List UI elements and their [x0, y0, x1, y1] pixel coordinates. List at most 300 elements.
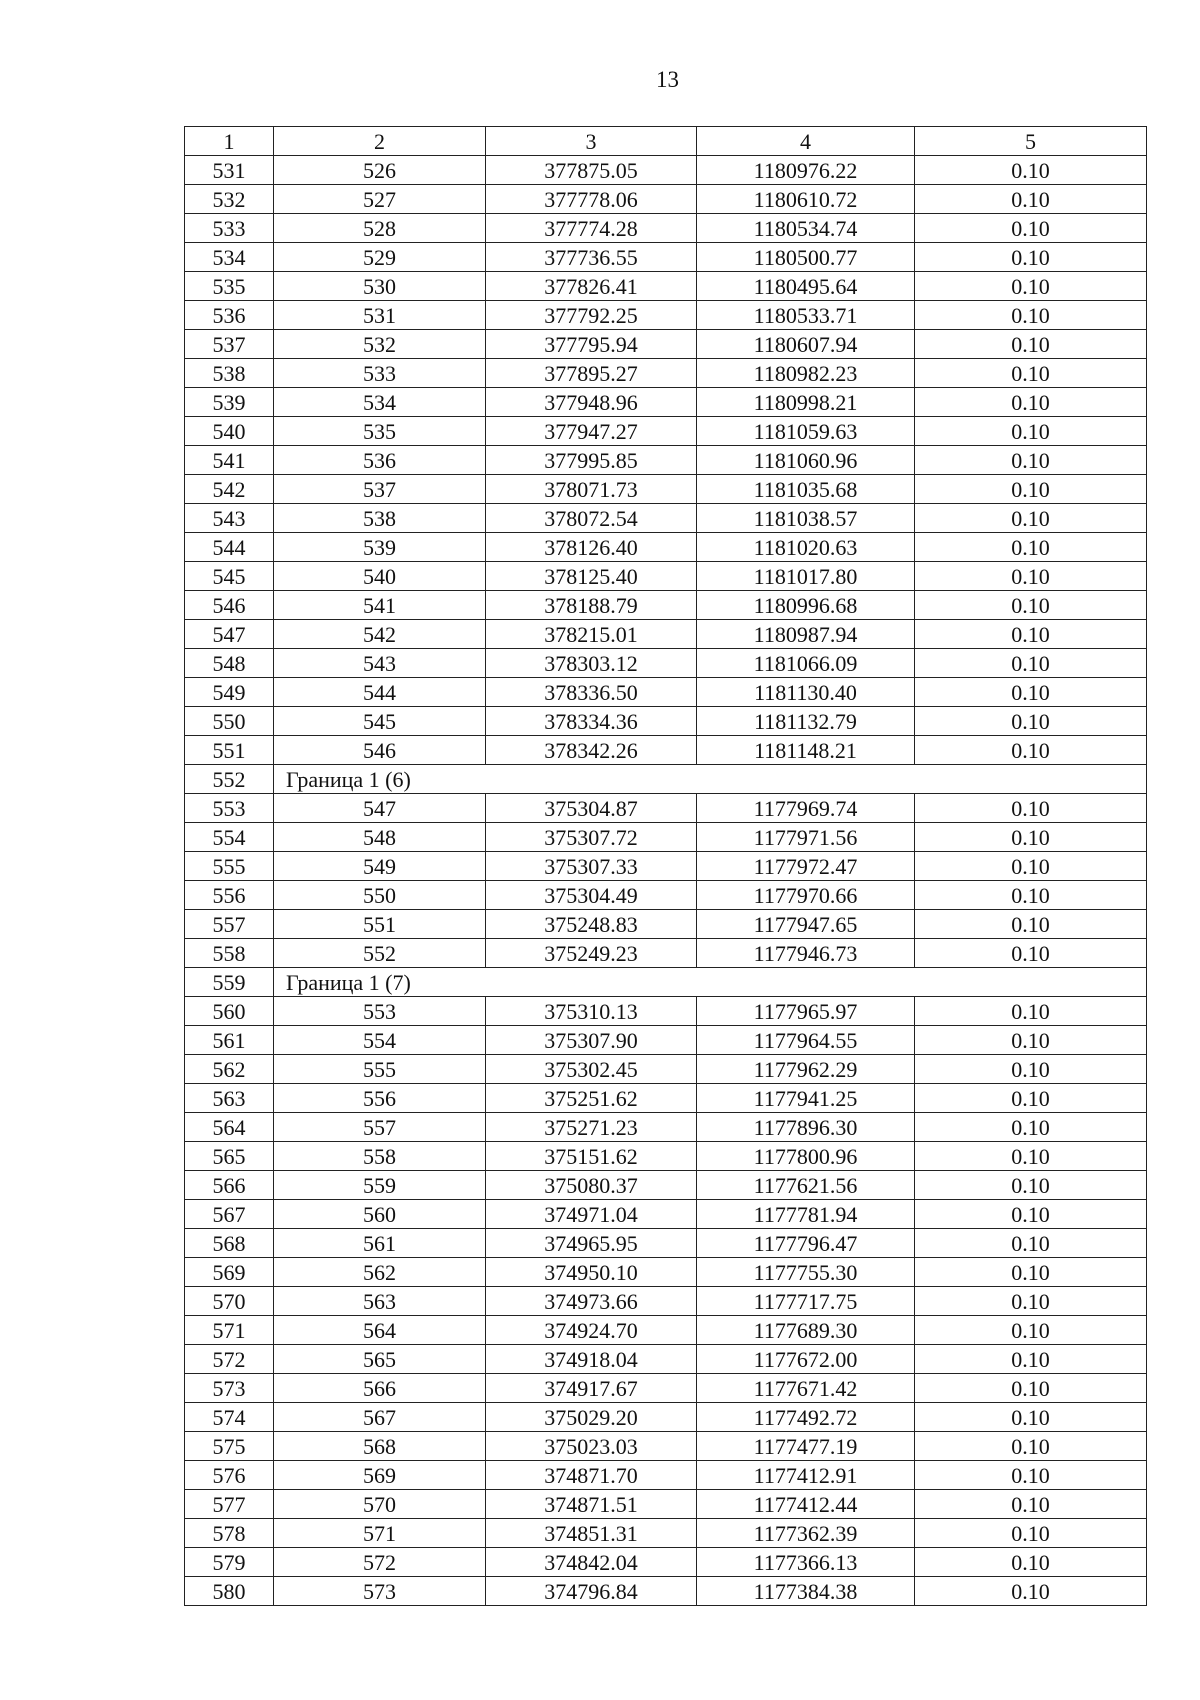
y-coordinate-cell: 1177962.29 — [697, 1055, 915, 1084]
y-coordinate-cell: 1180534.74 — [697, 214, 915, 243]
x-coordinate-cell: 375248.83 — [486, 910, 697, 939]
row-number-cell: 545 — [185, 562, 274, 591]
precision-cell: 0.10 — [915, 330, 1147, 359]
table-row — [185, 997, 1147, 1026]
table-row — [185, 1113, 1147, 1142]
row-number-cell: 534 — [185, 243, 274, 272]
x-coordinate-cell: 378071.73 — [486, 475, 697, 504]
table-row — [185, 649, 1147, 678]
table-row — [185, 1577, 1147, 1606]
precision-cell: 0.10 — [915, 504, 1147, 533]
precision-cell: 0.10 — [915, 156, 1147, 185]
point-number-cell: 542 — [274, 620, 486, 649]
row-number-cell: 541 — [185, 446, 274, 475]
y-coordinate-cell: 1181059.63 — [697, 417, 915, 446]
point-number-cell: 526 — [274, 156, 486, 185]
x-coordinate-cell: 378334.36 — [486, 707, 697, 736]
x-coordinate-cell: 375307.72 — [486, 823, 697, 852]
row-number-cell: 567 — [185, 1200, 274, 1229]
precision-cell: 0.10 — [915, 852, 1147, 881]
precision-cell: 0.10 — [915, 1461, 1147, 1490]
row-number-cell: 533 — [185, 214, 274, 243]
y-coordinate-cell: 1180533.71 — [697, 301, 915, 330]
point-number-cell: 562 — [274, 1258, 486, 1287]
row-number-cell: 550 — [185, 707, 274, 736]
row-number-cell: 553 — [185, 794, 274, 823]
column-header: 4 — [697, 127, 915, 156]
row-number-cell: 544 — [185, 533, 274, 562]
table-row — [185, 388, 1147, 417]
table-row — [185, 1403, 1147, 1432]
point-number-cell: 569 — [274, 1461, 486, 1490]
x-coordinate-cell: 377995.85 — [486, 446, 697, 475]
table-row — [185, 1316, 1147, 1345]
y-coordinate-cell: 1177689.30 — [697, 1316, 915, 1345]
row-number-cell: 580 — [185, 1577, 274, 1606]
precision-cell: 0.10 — [915, 736, 1147, 765]
y-coordinate-cell: 1181020.63 — [697, 533, 915, 562]
precision-cell: 0.10 — [915, 591, 1147, 620]
table-row — [185, 620, 1147, 649]
precision-cell: 0.10 — [915, 997, 1147, 1026]
table-row — [185, 736, 1147, 765]
table-row — [185, 1142, 1147, 1171]
row-number-cell: 536 — [185, 301, 274, 330]
point-number-cell: 551 — [274, 910, 486, 939]
point-number-cell: 545 — [274, 707, 486, 736]
table-row — [185, 1229, 1147, 1258]
y-coordinate-cell: 1177492.72 — [697, 1403, 915, 1432]
x-coordinate-cell: 377792.25 — [486, 301, 697, 330]
row-number-cell: 551 — [185, 736, 274, 765]
y-coordinate-cell: 1177781.94 — [697, 1200, 915, 1229]
y-coordinate-cell: 1180976.22 — [697, 156, 915, 185]
x-coordinate-cell: 375251.62 — [486, 1084, 697, 1113]
point-number-cell: 571 — [274, 1519, 486, 1548]
point-number-cell: 552 — [274, 939, 486, 968]
y-coordinate-cell: 1177972.47 — [697, 852, 915, 881]
precision-cell: 0.10 — [915, 910, 1147, 939]
precision-cell: 0.10 — [915, 1432, 1147, 1461]
row-number-cell: 535 — [185, 272, 274, 301]
point-number-cell: 547 — [274, 794, 486, 823]
precision-cell: 0.10 — [915, 649, 1147, 678]
row-number-cell: 562 — [185, 1055, 274, 1084]
point-number-cell: 560 — [274, 1200, 486, 1229]
table-row — [185, 707, 1147, 736]
precision-cell: 0.10 — [915, 1026, 1147, 1055]
precision-cell: 0.10 — [915, 881, 1147, 910]
section-label-cell: Граница 1 (7) — [274, 968, 1147, 997]
point-number-cell: 544 — [274, 678, 486, 707]
table-row — [185, 794, 1147, 823]
y-coordinate-cell: 1177671.42 — [697, 1374, 915, 1403]
point-number-cell: 566 — [274, 1374, 486, 1403]
x-coordinate-cell: 374842.04 — [486, 1548, 697, 1577]
table-row — [185, 1026, 1147, 1055]
x-coordinate-cell: 375029.20 — [486, 1403, 697, 1432]
y-coordinate-cell: 1177755.30 — [697, 1258, 915, 1287]
point-number-cell: 536 — [274, 446, 486, 475]
precision-cell: 0.10 — [915, 1084, 1147, 1113]
y-coordinate-cell: 1177970.66 — [697, 881, 915, 910]
point-number-cell: 554 — [274, 1026, 486, 1055]
row-number-cell: 540 — [185, 417, 274, 446]
point-number-cell: 531 — [274, 301, 486, 330]
x-coordinate-cell: 378188.79 — [486, 591, 697, 620]
row-number-cell: 543 — [185, 504, 274, 533]
x-coordinate-cell: 374950.10 — [486, 1258, 697, 1287]
precision-cell: 0.10 — [915, 1055, 1147, 1084]
precision-cell: 0.10 — [915, 272, 1147, 301]
section-row — [185, 968, 1147, 997]
row-number-cell: 569 — [185, 1258, 274, 1287]
table-row — [185, 1084, 1147, 1113]
table-row — [185, 359, 1147, 388]
point-number-cell: 557 — [274, 1113, 486, 1142]
point-number-cell: 549 — [274, 852, 486, 881]
table-row — [185, 1055, 1147, 1084]
row-number-cell: 579 — [185, 1548, 274, 1577]
x-coordinate-cell: 377875.05 — [486, 156, 697, 185]
precision-cell: 0.10 — [915, 823, 1147, 852]
x-coordinate-cell: 374917.67 — [486, 1374, 697, 1403]
point-number-cell: 558 — [274, 1142, 486, 1171]
point-number-cell: 532 — [274, 330, 486, 359]
y-coordinate-cell: 1180996.68 — [697, 591, 915, 620]
x-coordinate-cell: 377895.27 — [486, 359, 697, 388]
point-number-cell: 555 — [274, 1055, 486, 1084]
y-coordinate-cell: 1177941.25 — [697, 1084, 915, 1113]
point-number-cell: 540 — [274, 562, 486, 591]
point-number-cell: 568 — [274, 1432, 486, 1461]
precision-cell: 0.10 — [915, 1142, 1147, 1171]
precision-cell: 0.10 — [915, 1113, 1147, 1142]
x-coordinate-cell: 378336.50 — [486, 678, 697, 707]
point-number-cell: 556 — [274, 1084, 486, 1113]
point-number-cell: 573 — [274, 1577, 486, 1606]
row-number-cell: 571 — [185, 1316, 274, 1345]
x-coordinate-cell: 375023.03 — [486, 1432, 697, 1461]
table-row — [185, 910, 1147, 939]
x-coordinate-cell: 375304.49 — [486, 881, 697, 910]
table-row — [185, 301, 1147, 330]
column-header: 1 — [185, 127, 274, 156]
x-coordinate-cell: 377795.94 — [486, 330, 697, 359]
table-row — [185, 272, 1147, 301]
x-coordinate-cell: 377947.27 — [486, 417, 697, 446]
x-coordinate-cell: 378072.54 — [486, 504, 697, 533]
row-number-cell: 570 — [185, 1287, 274, 1316]
point-number-cell: 570 — [274, 1490, 486, 1519]
x-coordinate-cell: 374851.31 — [486, 1519, 697, 1548]
x-coordinate-cell: 378342.26 — [486, 736, 697, 765]
precision-cell: 0.10 — [915, 1577, 1147, 1606]
table-row — [185, 1432, 1147, 1461]
point-number-cell: 527 — [274, 185, 486, 214]
y-coordinate-cell: 1177969.74 — [697, 794, 915, 823]
table-row — [185, 562, 1147, 591]
precision-cell: 0.10 — [915, 214, 1147, 243]
x-coordinate-cell: 375302.45 — [486, 1055, 697, 1084]
table-row — [185, 1461, 1147, 1490]
table-row — [185, 1171, 1147, 1200]
point-number-cell: 539 — [274, 533, 486, 562]
point-number-cell: 553 — [274, 997, 486, 1026]
coordinates-table-container — [184, 126, 1146, 1606]
x-coordinate-cell: 375080.37 — [486, 1171, 697, 1200]
table-row — [185, 214, 1147, 243]
table-row — [185, 852, 1147, 881]
y-coordinate-cell: 1177621.56 — [697, 1171, 915, 1200]
table-row — [185, 881, 1147, 910]
table-row — [185, 1548, 1147, 1577]
point-number-cell: 561 — [274, 1229, 486, 1258]
precision-cell: 0.10 — [915, 446, 1147, 475]
point-number-cell: 535 — [274, 417, 486, 446]
precision-cell: 0.10 — [915, 620, 1147, 649]
row-number-cell: 563 — [185, 1084, 274, 1113]
x-coordinate-cell: 375310.13 — [486, 997, 697, 1026]
point-number-cell: 543 — [274, 649, 486, 678]
point-number-cell: 538 — [274, 504, 486, 533]
row-number-cell: 560 — [185, 997, 274, 1026]
row-number-cell: 573 — [185, 1374, 274, 1403]
row-number-cell: 549 — [185, 678, 274, 707]
precision-cell: 0.10 — [915, 562, 1147, 591]
point-number-cell: 528 — [274, 214, 486, 243]
point-number-cell: 567 — [274, 1403, 486, 1432]
y-coordinate-cell: 1177366.13 — [697, 1548, 915, 1577]
point-number-cell: 529 — [274, 243, 486, 272]
table-row — [185, 939, 1147, 968]
table-header-row — [185, 127, 1147, 156]
row-number-cell: 576 — [185, 1461, 274, 1490]
precision-cell: 0.10 — [915, 1403, 1147, 1432]
precision-cell: 0.10 — [915, 939, 1147, 968]
y-coordinate-cell: 1180982.23 — [697, 359, 915, 388]
x-coordinate-cell: 377826.41 — [486, 272, 697, 301]
x-coordinate-cell: 377778.06 — [486, 185, 697, 214]
x-coordinate-cell: 374971.04 — [486, 1200, 697, 1229]
x-coordinate-cell: 377736.55 — [486, 243, 697, 272]
precision-cell: 0.10 — [915, 1345, 1147, 1374]
table-row — [185, 475, 1147, 504]
precision-cell: 0.10 — [915, 1374, 1147, 1403]
y-coordinate-cell: 1177800.96 — [697, 1142, 915, 1171]
precision-cell: 0.10 — [915, 1200, 1147, 1229]
precision-cell: 0.10 — [915, 678, 1147, 707]
point-number-cell: 533 — [274, 359, 486, 388]
y-coordinate-cell: 1180500.77 — [697, 243, 915, 272]
table-row — [185, 1287, 1147, 1316]
point-number-cell: 548 — [274, 823, 486, 852]
y-coordinate-cell: 1177412.44 — [697, 1490, 915, 1519]
y-coordinate-cell: 1177672.00 — [697, 1345, 915, 1374]
row-number-cell: 546 — [185, 591, 274, 620]
x-coordinate-cell: 378303.12 — [486, 649, 697, 678]
table-row — [185, 1490, 1147, 1519]
point-number-cell: 541 — [274, 591, 486, 620]
y-coordinate-cell: 1177896.30 — [697, 1113, 915, 1142]
precision-cell: 0.10 — [915, 707, 1147, 736]
column-header: 5 — [915, 127, 1147, 156]
precision-cell: 0.10 — [915, 301, 1147, 330]
precision-cell: 0.10 — [915, 1287, 1147, 1316]
point-number-cell: 550 — [274, 881, 486, 910]
row-number-cell: 564 — [185, 1113, 274, 1142]
table-row — [185, 330, 1147, 359]
row-number-cell: 559 — [185, 968, 274, 997]
row-number-cell: 566 — [185, 1171, 274, 1200]
x-coordinate-cell: 375271.23 — [486, 1113, 697, 1142]
y-coordinate-cell: 1177384.38 — [697, 1577, 915, 1606]
row-number-cell: 572 — [185, 1345, 274, 1374]
section-label-cell: Граница 1 (6) — [274, 765, 1147, 794]
row-number-cell: 561 — [185, 1026, 274, 1055]
x-coordinate-cell: 374796.84 — [486, 1577, 697, 1606]
table-row — [185, 823, 1147, 852]
table-body — [185, 156, 1147, 1606]
x-coordinate-cell: 374973.66 — [486, 1287, 697, 1316]
table-row — [185, 504, 1147, 533]
row-number-cell: 557 — [185, 910, 274, 939]
row-number-cell: 531 — [185, 156, 274, 185]
section-row — [185, 765, 1147, 794]
y-coordinate-cell: 1177971.56 — [697, 823, 915, 852]
y-coordinate-cell: 1180987.94 — [697, 620, 915, 649]
precision-cell: 0.10 — [915, 1171, 1147, 1200]
x-coordinate-cell: 378215.01 — [486, 620, 697, 649]
y-coordinate-cell: 1181060.96 — [697, 446, 915, 475]
y-coordinate-cell: 1181017.80 — [697, 562, 915, 591]
precision-cell: 0.10 — [915, 1316, 1147, 1345]
x-coordinate-cell: 377948.96 — [486, 388, 697, 417]
precision-cell: 0.10 — [915, 794, 1147, 823]
point-number-cell: 563 — [274, 1287, 486, 1316]
row-number-cell: 542 — [185, 475, 274, 504]
precision-cell: 0.10 — [915, 1229, 1147, 1258]
precision-cell: 0.10 — [915, 417, 1147, 446]
y-coordinate-cell: 1177965.97 — [697, 997, 915, 1026]
table-row — [185, 243, 1147, 272]
row-number-cell: 574 — [185, 1403, 274, 1432]
row-number-cell: 578 — [185, 1519, 274, 1548]
y-coordinate-cell: 1181038.57 — [697, 504, 915, 533]
row-number-cell: 555 — [185, 852, 274, 881]
row-number-cell: 577 — [185, 1490, 274, 1519]
x-coordinate-cell: 377774.28 — [486, 214, 697, 243]
row-number-cell: 548 — [185, 649, 274, 678]
precision-cell: 0.10 — [915, 1548, 1147, 1577]
precision-cell: 0.10 — [915, 1490, 1147, 1519]
y-coordinate-cell: 1177717.75 — [697, 1287, 915, 1316]
table-row — [185, 446, 1147, 475]
point-number-cell: 537 — [274, 475, 486, 504]
precision-cell: 0.10 — [915, 388, 1147, 417]
row-number-cell: 558 — [185, 939, 274, 968]
table-row — [185, 417, 1147, 446]
point-number-cell: 564 — [274, 1316, 486, 1345]
row-number-cell: 556 — [185, 881, 274, 910]
y-coordinate-cell: 1180610.72 — [697, 185, 915, 214]
table-row — [185, 1374, 1147, 1403]
table-row — [185, 185, 1147, 214]
point-number-cell: 546 — [274, 736, 486, 765]
x-coordinate-cell: 375307.90 — [486, 1026, 697, 1055]
row-number-cell: 552 — [185, 765, 274, 794]
table-row — [185, 156, 1147, 185]
x-coordinate-cell: 378126.40 — [486, 533, 697, 562]
point-number-cell: 534 — [274, 388, 486, 417]
row-number-cell: 532 — [185, 185, 274, 214]
y-coordinate-cell: 1177964.55 — [697, 1026, 915, 1055]
y-coordinate-cell: 1180607.94 — [697, 330, 915, 359]
y-coordinate-cell: 1181035.68 — [697, 475, 915, 504]
precision-cell: 0.10 — [915, 243, 1147, 272]
x-coordinate-cell: 374918.04 — [486, 1345, 697, 1374]
table-row — [185, 533, 1147, 562]
y-coordinate-cell: 1177412.91 — [697, 1461, 915, 1490]
y-coordinate-cell: 1181130.40 — [697, 678, 915, 707]
table-row — [185, 591, 1147, 620]
page-number: 13 — [656, 67, 679, 92]
column-header: 3 — [486, 127, 697, 156]
table-row — [185, 1258, 1147, 1287]
y-coordinate-cell: 1181066.09 — [697, 649, 915, 678]
precision-cell: 0.10 — [915, 533, 1147, 562]
x-coordinate-cell: 374871.70 — [486, 1461, 697, 1490]
precision-cell: 0.10 — [915, 1258, 1147, 1287]
x-coordinate-cell: 375151.62 — [486, 1142, 697, 1171]
table-row — [185, 678, 1147, 707]
y-coordinate-cell: 1181148.21 — [697, 736, 915, 765]
y-coordinate-cell: 1177947.65 — [697, 910, 915, 939]
row-number-cell: 547 — [185, 620, 274, 649]
point-number-cell: 572 — [274, 1548, 486, 1577]
precision-cell: 0.10 — [915, 475, 1147, 504]
row-number-cell: 554 — [185, 823, 274, 852]
x-coordinate-cell: 374924.70 — [486, 1316, 697, 1345]
coordinates-table — [184, 126, 1147, 1606]
x-coordinate-cell: 374871.51 — [486, 1490, 697, 1519]
precision-cell: 0.10 — [915, 359, 1147, 388]
precision-cell: 0.10 — [915, 185, 1147, 214]
y-coordinate-cell: 1181132.79 — [697, 707, 915, 736]
table-row — [185, 1200, 1147, 1229]
row-number-cell: 537 — [185, 330, 274, 359]
x-coordinate-cell: 378125.40 — [486, 562, 697, 591]
y-coordinate-cell: 1177796.47 — [697, 1229, 915, 1258]
point-number-cell: 559 — [274, 1171, 486, 1200]
x-coordinate-cell: 375307.33 — [486, 852, 697, 881]
point-number-cell: 530 — [274, 272, 486, 301]
y-coordinate-cell: 1177362.39 — [697, 1519, 915, 1548]
row-number-cell: 565 — [185, 1142, 274, 1171]
x-coordinate-cell: 375249.23 — [486, 939, 697, 968]
y-coordinate-cell: 1180495.64 — [697, 272, 915, 301]
x-coordinate-cell: 375304.87 — [486, 794, 697, 823]
row-number-cell: 538 — [185, 359, 274, 388]
row-number-cell: 568 — [185, 1229, 274, 1258]
table-row — [185, 1345, 1147, 1374]
table-row — [185, 1519, 1147, 1548]
row-number-cell: 575 — [185, 1432, 274, 1461]
point-number-cell: 565 — [274, 1345, 486, 1374]
y-coordinate-cell: 1177946.73 — [697, 939, 915, 968]
column-header: 2 — [274, 127, 486, 156]
y-coordinate-cell: 1177477.19 — [697, 1432, 915, 1461]
